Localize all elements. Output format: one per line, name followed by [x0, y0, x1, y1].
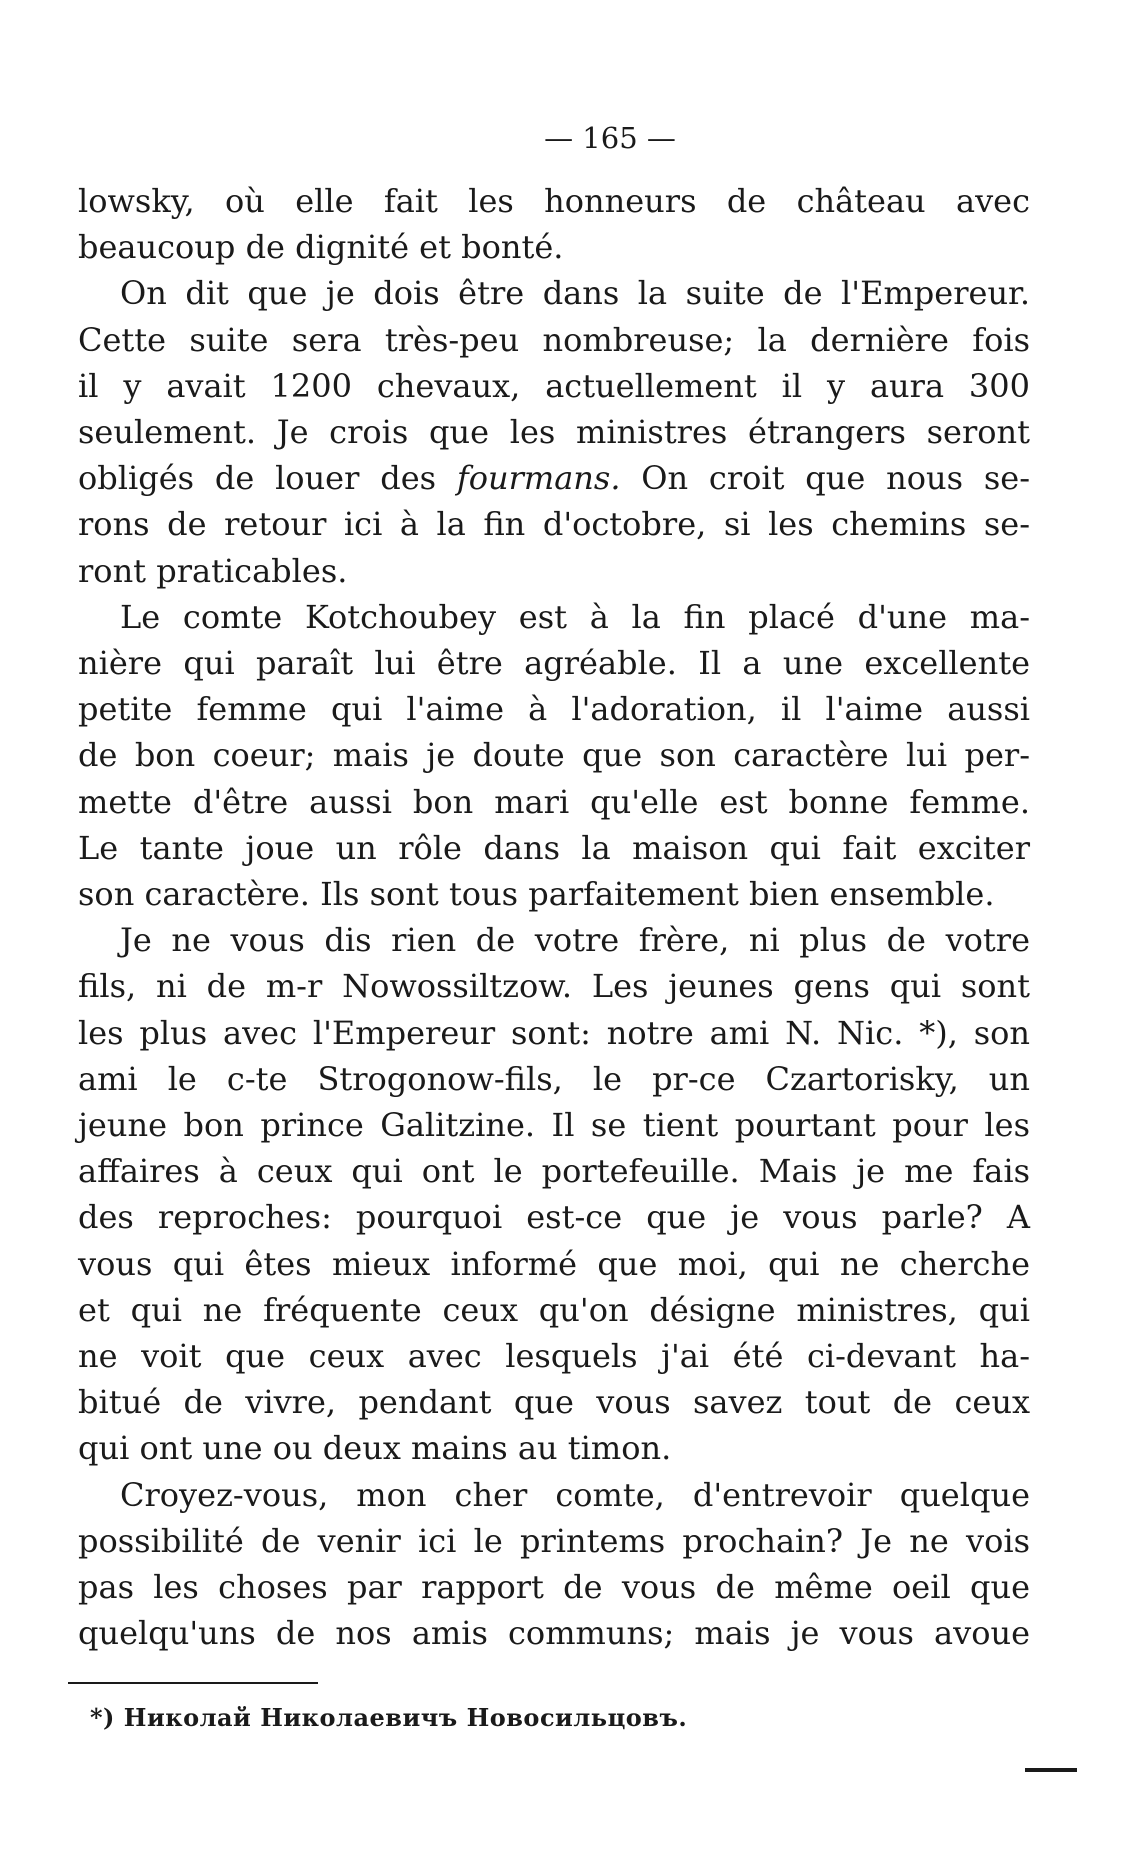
- text-line: Le comte Kotchoubey est à la fin placé d'une ma-: [120, 597, 1030, 636]
- text-line: beaucoup de dignité et bonté.: [78, 228, 564, 267]
- page-number: — 165 —: [544, 121, 676, 155]
- text-line: et qui ne fréquente ceux qu'on désigne ministres, qui: [78, 1290, 1030, 1329]
- paragraph-1: [78, 178, 1030, 270]
- text-line: ront praticables.: [78, 551, 348, 590]
- printer-mark: [1025, 1768, 1077, 1772]
- body-text: [78, 178, 1030, 1657]
- text-line: possibilité de venir ici le printems prochain? Je ne vois: [78, 1521, 1030, 1560]
- text-line: Le tante joue un rôle dans la maison qui fait exciter: [78, 828, 1030, 867]
- paragraph-5: [78, 1472, 1030, 1657]
- text-segment: obligés de louer des: [78, 459, 457, 498]
- text-line: rons de retour ici à la fin d'octobre, si les chemins se-: [78, 505, 1030, 544]
- text-line: affaires à ceux qui ont le portefeuille. Mais je me fais: [78, 1152, 1030, 1191]
- paragraph-3: [78, 594, 1030, 917]
- text-line: de bon coeur; mais je doute que son caractère lui per-: [78, 736, 1030, 775]
- text-line: pas les choses par rapport de vous de même oeil que: [78, 1568, 1030, 1607]
- footnote: *) Николай Николаевичъ Новосильцовъ.: [90, 1703, 688, 1732]
- text-segment: On croit que nous se-: [620, 459, 1031, 498]
- text-line: jeune bon prince Galitzine. Il se tient pourtant pour les: [78, 1106, 1030, 1145]
- text-line: Je ne vous dis rien de votre frère, ni plus de votre: [120, 921, 1030, 960]
- italic-word: fourmans.: [456, 459, 621, 498]
- text-line: bitué de vivre, pendant que vous savez tout de ceux: [78, 1383, 1030, 1422]
- text-line: ne voit que ceux avec lesquels j'ai été ci-devant ha-: [78, 1337, 1030, 1376]
- text-line-with-italic: [78, 455, 1030, 501]
- text-line: Croyez-vous, mon cher comte, d'entrevoir quelque: [120, 1475, 1030, 1514]
- text-line: fils, ni de m-r Nowossiltzow. Les jeunes gens qui sont: [78, 967, 1030, 1006]
- text-line: mette d'être aussi bon mari qu'elle est bonne femme.: [78, 782, 1030, 821]
- text-line: nière qui paraît lui être agréable. Il a une excellente: [78, 644, 1030, 683]
- text-line: qui ont une ou deux mains au timon.: [78, 1429, 672, 1468]
- text-line: Cette suite sera très-peu nombreuse; la dernière fois: [78, 320, 1030, 359]
- text-line: On dit que je dois être dans la suite de l'Empereur.: [120, 274, 1030, 313]
- text-line: lowsky, où elle fait les honneurs de château avec: [78, 182, 1030, 220]
- text-line: seulement. Je crois que les ministres étrangers seront: [78, 413, 1030, 452]
- paragraph-2: [78, 270, 1030, 593]
- footnote-divider: [68, 1682, 318, 1684]
- paragraph-4: [78, 917, 1030, 1471]
- text-line: vous qui êtes mieux informé que moi, qui ne cherche: [78, 1244, 1030, 1283]
- text-line: des reproches: pourquoi est-ce que je vous parle? A: [78, 1198, 1030, 1237]
- text-line: petite femme qui l'aime à l'adoration, il l'aime aussi: [78, 690, 1030, 729]
- text-line: quelqu'uns de nos amis communs; mais je vous avoue: [78, 1614, 1030, 1653]
- text-line: ami le c-te Strogonow-fils, le pr-ce Czartorisky, un: [78, 1059, 1030, 1098]
- text-line: les plus avec l'Empereur sont: notre ami N. Nic. *), son: [78, 1013, 1030, 1052]
- text-line: son caractère. Ils sont tous parfaitement bien ensemble.: [78, 875, 995, 914]
- text-line: il y avait 1200 chevaux, actuellement il y aura 300: [78, 366, 1030, 405]
